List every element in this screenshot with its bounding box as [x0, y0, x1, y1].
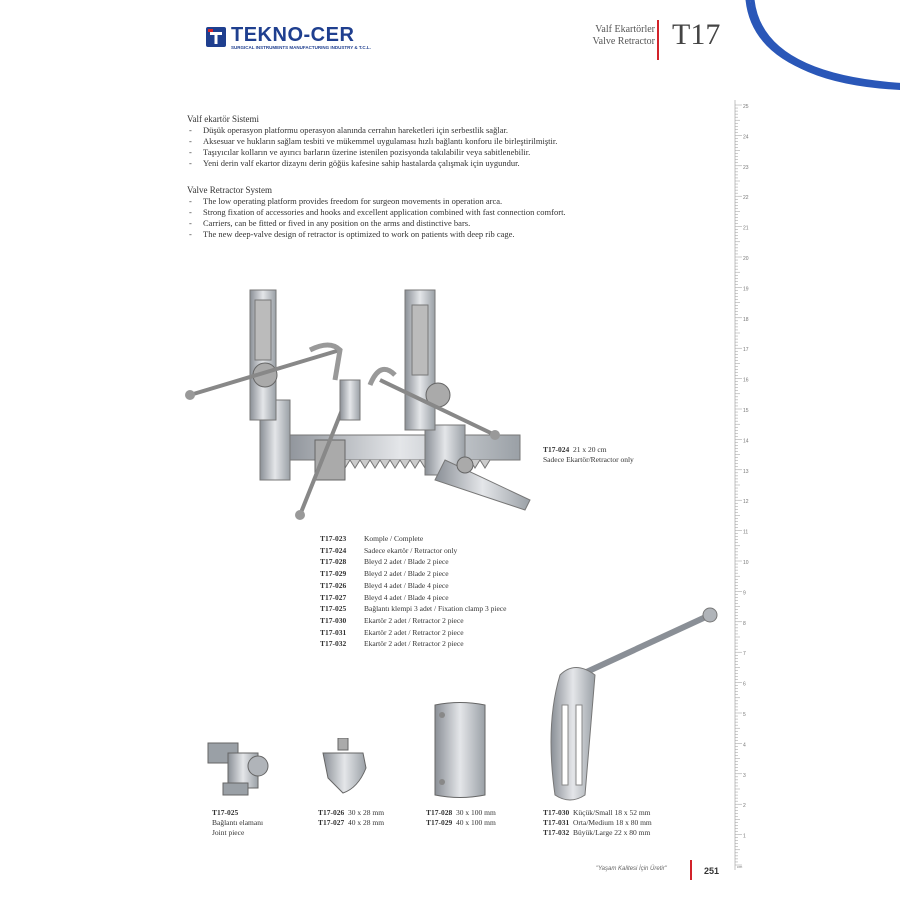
product-code: T17-023 [320, 534, 347, 543]
long-blade-caption [426, 808, 496, 828]
product-code: T17-027 [320, 592, 347, 602]
ruler-label: 11 [743, 529, 749, 536]
product-size: Büyük/Large 22 x 80 mm [573, 828, 651, 837]
intro-tr-list [187, 125, 707, 169]
product-size: 40 x 100 mm [456, 818, 496, 827]
product-size: Orta/Medium 18 x 80 mm [573, 818, 652, 827]
ruler-label: 19 [743, 286, 749, 293]
product-code: T17-032 [543, 828, 570, 837]
ruler-label: 22 [743, 195, 749, 202]
product-code: T17-030 [320, 615, 347, 625]
product-size: 30 x 100 mm [456, 808, 496, 817]
product-code: T17-031 [320, 627, 347, 637]
product-code: T17-025 [320, 604, 347, 614]
list-item: - Düşük operasyon platformu operasyon alanında cerrahın hareketleri için serbestlik sağlar. [187, 125, 707, 136]
table-row [320, 615, 506, 627]
ruler-label: 23 [743, 164, 749, 171]
joint-piece-en: Joint piece [212, 828, 245, 837]
product-code: T17-026 [318, 808, 345, 817]
product-desc: Bleyd 4 adet / Blade 4 piece [364, 580, 449, 590]
joint-piece-tr: Bağlantı elamanı [212, 818, 264, 827]
table-row [320, 592, 506, 604]
main-caption [543, 445, 634, 465]
ruler-label: 10 [743, 560, 749, 566]
ruler-label: 18 [743, 316, 749, 323]
table-row [320, 533, 506, 545]
product-size: 30 x 28 mm [348, 808, 385, 817]
joint-piece-code: T17-025 [212, 808, 239, 817]
ruler-label: 16 [743, 377, 749, 384]
table-row [320, 603, 506, 615]
product-code: T17-027 [318, 818, 345, 827]
ruler-label: 20 [743, 256, 749, 262]
ruler-unit: cm [737, 864, 743, 869]
category-title-tr: Valf Ekartörler [595, 24, 655, 35]
ruler-label: 14 [743, 438, 749, 445]
ruler-label: 5 [743, 712, 746, 718]
ruler-label: 1 [743, 833, 746, 840]
ruler-label: 13 [743, 468, 749, 475]
brand-name: TEKNO-CER [231, 24, 355, 46]
small-blade-image [318, 738, 368, 798]
category-title [593, 24, 655, 48]
product-code: T17-024 [320, 545, 347, 555]
product-code: T17-026 [320, 580, 347, 590]
product-desc: Komple / Complete [364, 534, 424, 543]
brand-subtitle: SURGICAL INSTRUMENTS MANUFACTURING INDUSTRY & T.C.L. [231, 45, 371, 50]
ruler-label: 8 [743, 620, 746, 627]
product-code: T17-030 [543, 808, 570, 817]
table-row [320, 556, 506, 568]
product-size: Küçük/Small 18 x 52 mm [573, 808, 651, 817]
ruler-label: 24 [743, 134, 749, 141]
ruler-label: 6 [743, 681, 746, 688]
product-desc: Ekartör 2 adet / Retractor 2 piece [364, 627, 464, 637]
table-row [320, 568, 506, 580]
long-blade-image [430, 700, 490, 800]
product-desc: Sadece ekartör / Retractor only [364, 545, 458, 555]
product-code: T17-032 [320, 639, 347, 649]
retractor-system-image [180, 280, 540, 525]
ruler-label: 12 [743, 499, 749, 506]
product-desc: Ekartör 2 adet / Retractor 2 piece [364, 615, 464, 625]
header-divider [657, 20, 659, 60]
product-desc: Bleyd 4 adet / Blade 4 piece [364, 592, 449, 602]
ruler-label: 15 [743, 408, 749, 414]
intro-tr-title: Valf ekartör Sistemi [187, 114, 259, 124]
list-item: - Carriers, can be fitted or fived in any position on the arms and distinctive bars. [187, 218, 707, 229]
table-row [320, 627, 506, 639]
main-caption-desc: Sadece Ekartör/Retractor only [543, 455, 634, 464]
product-desc: Bleyd 2 adet / Blade 2 piece [364, 569, 449, 579]
product-code: T17-028 [426, 808, 453, 817]
page-number: 251 [704, 866, 720, 876]
logo-emblem-icon [205, 26, 227, 48]
list-item: - Yeni derin valf ekartor dizaynı derin göğüs kafesine sahip hastalarda çalışmak için uygundur. [187, 158, 707, 169]
ruler-label: 9 [743, 590, 746, 597]
intro-tr [187, 114, 707, 169]
intro-en-list [187, 196, 707, 240]
list-item: - The low operating platform provides freedom for surgeon movements in operation arca. [187, 196, 707, 207]
joint-piece-caption [212, 808, 263, 838]
joint-piece-image [198, 738, 273, 798]
ruler-label: 25 [743, 104, 749, 110]
list-item: - Taşıyıcılar kolların ve ayırıcı barların üzerine istenilen pozisyonda takılabilir veya sabitlenebilir. [187, 147, 707, 158]
list-item: - Aksesuar ve hukların sağlam tesbiti ve mükemmel uygulaması hızlı bağlantı konforu ile birleştirilmiştir. [187, 136, 707, 147]
measuring-ruler [733, 100, 763, 870]
intro-en-title: Valve Retractor System [187, 185, 272, 195]
footer-slogan: "Yaşam Kalitesi İçin Üretir" [596, 866, 667, 872]
table-row [320, 638, 506, 650]
product-code: T17-031 [543, 818, 570, 827]
ruler-label: 2 [743, 803, 746, 810]
product-desc: Ekartör 2 adet / Retractor 2 piece [364, 639, 464, 649]
retractor-blade-caption [543, 808, 652, 838]
category-title-en: Valve Retractor [592, 36, 655, 47]
table-row [320, 545, 506, 557]
ruler-label: 7 [743, 651, 746, 658]
small-blade-caption [318, 808, 384, 828]
brand-logo [205, 24, 375, 52]
main-caption-code: T17-024 [543, 445, 570, 454]
retractor-blade-image [540, 605, 720, 805]
footer-divider [690, 860, 692, 880]
product-desc: Bağlantı klempi 3 adet / Fixation clamp 3 piece [364, 604, 507, 614]
intro-en [187, 185, 707, 240]
product-table [320, 533, 506, 650]
product-code: T17-029 [320, 569, 347, 579]
list-item: - Strong fixation of accessories and hooks and excellent application combined with fast connection comfort. [187, 207, 707, 218]
product-size: 40 x 28 mm [348, 818, 385, 827]
ruler-label: 17 [743, 347, 749, 354]
ruler-label: 3 [743, 772, 746, 779]
section-code: T17 [672, 18, 721, 51]
table-row [320, 580, 506, 592]
ruler-label: 4 [743, 742, 746, 749]
list-item: - The new deep-valve design of retractor is optimized to work on patients with deep rib cage. [187, 229, 707, 240]
main-caption-size: 21 x 20 cm [573, 445, 607, 454]
ruler-label: 21 [743, 225, 749, 232]
product-desc: Bleyd 2 adet / Blade 2 piece [364, 557, 449, 567]
product-code: T17-028 [320, 557, 347, 567]
product-code: T17-029 [426, 818, 453, 827]
